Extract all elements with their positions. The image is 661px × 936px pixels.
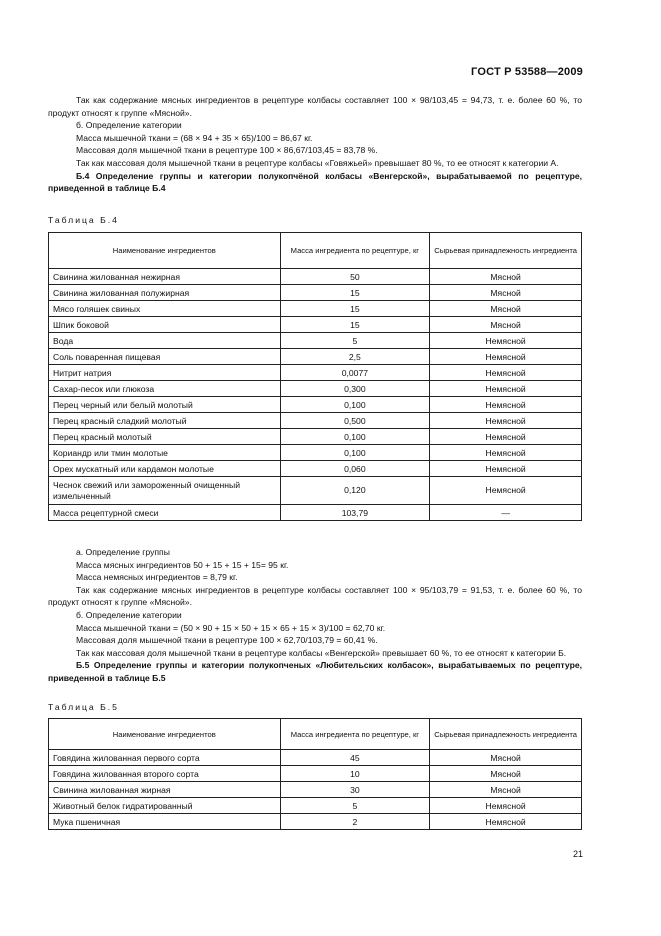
table-row-total	[49, 505, 582, 521]
table-row	[49, 798, 582, 814]
paragraph: Масса мясных ингредиентов 50 + 15 + 15 + 15= 95 кг.	[76, 559, 289, 570]
table-row	[49, 429, 582, 445]
table-row	[49, 317, 582, 333]
table-row	[49, 285, 582, 301]
cell-name: Мука пшеничная	[49, 814, 281, 830]
cell-mass: 10	[280, 766, 430, 782]
cell-name: Перец черный или белый молотый	[49, 397, 281, 413]
cell-name: Вода	[49, 333, 281, 349]
cell-name: Животный белок гидратированный	[49, 798, 281, 814]
column-header: Масса ингредиента по рецептуре, кг	[280, 233, 430, 269]
table-b5	[48, 718, 582, 830]
paragraph: Так как содержание мясных ингредиентов в рецептуре колбасы составляет 100 × 98/103,45 = 94,73, т. е. более 60 %, то продукт относят к группе «Мясной».	[48, 95, 582, 118]
cell-type: Мясной	[430, 317, 582, 333]
cell-mass: 50	[280, 269, 430, 285]
paragraph: б. Определение категории	[76, 609, 182, 620]
table-row	[49, 269, 582, 285]
cell-name: Перец красный сладкий молотый	[49, 413, 281, 429]
section-heading-b5: Б.5 Определение группы и категории полукопченых «Любительских колбасок», вырабатываемых по рецептуре, приведенной в таблице Б.5	[48, 660, 582, 683]
cell-name: Перец красный молотый	[49, 429, 281, 445]
cell-mass: 0,500	[280, 413, 430, 429]
cell-type: Мясной	[430, 782, 582, 798]
cell-type: Немясной	[430, 333, 582, 349]
cell-mass: 45	[280, 750, 430, 766]
cell-type: Немясной	[430, 381, 582, 397]
cell-mass: 103,79	[280, 505, 430, 521]
paragraph: Так как содержание мясных ингредиентов в рецептуре колбасы составляет 100 × 95/103,79 = 91,53, т. е. более 60 %, то продукт относят к группе «Мясной».	[48, 584, 582, 608]
cell-name: Соль поваренная пищевая	[49, 349, 281, 365]
table-b4	[48, 232, 582, 521]
table-row	[49, 750, 582, 766]
table-row	[49, 413, 582, 429]
paragraph: б. Определение категории	[76, 120, 182, 131]
table-row	[49, 814, 582, 830]
paragraph: Так как массовая доля мышечной ткани в рецептуре колбасы «Венгерской» превышает 60 %, то ее относят к категории Б.	[76, 647, 567, 658]
paragraph: а. Определение группы	[76, 547, 170, 557]
table-row	[49, 349, 582, 365]
paragraph: Масса мышечной ткани = (68 × 94 + 35 × 65)/100 = 86,67 кг.	[76, 132, 313, 143]
cell-mass: 15	[280, 317, 430, 333]
table-row	[49, 766, 582, 782]
cell-mass: 0,100	[280, 397, 430, 413]
cell-name: Шпик боковой	[49, 317, 281, 333]
section-heading-b4: Б.4 Определение группы и категории полукопчёной колбасы «Венгерской», вырабатываемой по рецептуре, приведенной в таблице Б.4	[48, 170, 582, 194]
cell-name: Кориандр или тмин молотые	[49, 445, 281, 461]
cell-mass: 5	[280, 798, 430, 814]
cell-type: Мясной	[430, 285, 582, 301]
table-row	[49, 301, 582, 317]
cell-mass: 0,120	[280, 477, 430, 505]
paragraph: Массовая доля мышечной ткани в рецептуре 100 × 86,67/103,45 = 83,78 %.	[76, 145, 378, 156]
table-row	[49, 381, 582, 397]
page-number: 21	[572, 849, 583, 859]
cell-name: Орех мускатный или кардамон молотые	[49, 461, 281, 477]
cell-type: Немясной	[430, 349, 582, 365]
cell-name: Говядина жилованная первого сорта	[49, 750, 281, 766]
cell-type: Мясной	[430, 269, 582, 285]
table-row	[49, 461, 582, 477]
text-block-2	[48, 546, 582, 685]
cell-mass: 2	[280, 814, 430, 830]
cell-type: Немясной	[430, 365, 582, 381]
column-header: Масса ингредиента по рецептуре, кг	[280, 719, 430, 750]
column-header: Наименование ингредиентов	[49, 719, 281, 750]
cell-mass: 15	[280, 285, 430, 301]
cell-type: Немясной	[430, 397, 582, 413]
column-header: Сырьевая принадлежность ингредиента	[430, 719, 582, 750]
cell-name: Говядина жилованная второго сорта	[49, 766, 281, 782]
cell-type: Мясной	[430, 766, 582, 782]
cell-mass: 0,300	[280, 381, 430, 397]
cell-name: Свинина жилованная жирная	[49, 782, 281, 798]
cell-mass: 0,0077	[280, 365, 430, 381]
cell-name: Мясо голяшек свиных	[49, 301, 281, 317]
text-block-1	[48, 94, 582, 195]
table-caption-b5: Таблица Б.5	[48, 702, 119, 712]
cell-name: Масса рецептурной смеси	[49, 505, 281, 521]
cell-type: Немясной	[430, 814, 582, 830]
document-header: ГОСТ Р 53588—2009	[471, 66, 583, 78]
cell-mass: 15	[280, 301, 430, 317]
cell-mass: 5	[280, 333, 430, 349]
paragraph: Масса мышечной ткани = (50 × 90 + 15 × 50 + 15 × 65 + 15 × 3)/100 = 62,70 кг.	[76, 622, 386, 633]
table-header-row	[49, 719, 582, 750]
table-row	[49, 782, 582, 798]
cell-name: Нитрит натрия	[49, 365, 281, 381]
cell-name: Сахар-песок или глюкоза	[49, 381, 281, 397]
table-caption-b4: Таблица Б.4	[48, 215, 119, 225]
table-header-row	[49, 233, 582, 269]
column-header: Сырьевая принадлежность ингредиента	[430, 233, 582, 269]
cell-type: Немясной	[430, 429, 582, 445]
table-row	[49, 365, 582, 381]
cell-name: Чеснок свежий или замороженный очищенный измельченный	[49, 477, 281, 505]
cell-name: Свинина жилованная полужирная	[49, 285, 281, 301]
cell-type: Немясной	[430, 477, 582, 505]
table-row	[49, 333, 582, 349]
table-row	[49, 445, 582, 461]
cell-type: Немясной	[430, 445, 582, 461]
cell-mass: 30	[280, 782, 430, 798]
paragraph: Так как массовая доля мышечной ткани в рецептуре колбасы «Говяжьей» превышает 80 %, то ее относят к категории А.	[76, 157, 559, 168]
cell-type: Мясной	[430, 301, 582, 317]
paragraph: Масса немясных ингредиентов = 8,79 кг.	[76, 572, 238, 583]
cell-mass: 0,060	[280, 461, 430, 477]
cell-mass: 0,100	[280, 445, 430, 461]
cell-mass: 2,5	[280, 349, 430, 365]
cell-type: Немясной	[430, 413, 582, 429]
paragraph: Массовая доля мышечной ткани в рецептуре 100 × 62,70/103,79 = 60,41 %.	[76, 635, 378, 646]
column-header: Наименование ингредиентов	[49, 233, 281, 269]
table-row	[49, 397, 582, 413]
cell-type: Мясной	[430, 750, 582, 766]
cell-type: —	[430, 505, 582, 521]
cell-name: Свинина жилованная нежирная	[49, 269, 281, 285]
cell-type: Немясной	[430, 798, 582, 814]
cell-mass: 0,100	[280, 429, 430, 445]
cell-type: Немясной	[430, 461, 582, 477]
table-row	[49, 477, 582, 505]
